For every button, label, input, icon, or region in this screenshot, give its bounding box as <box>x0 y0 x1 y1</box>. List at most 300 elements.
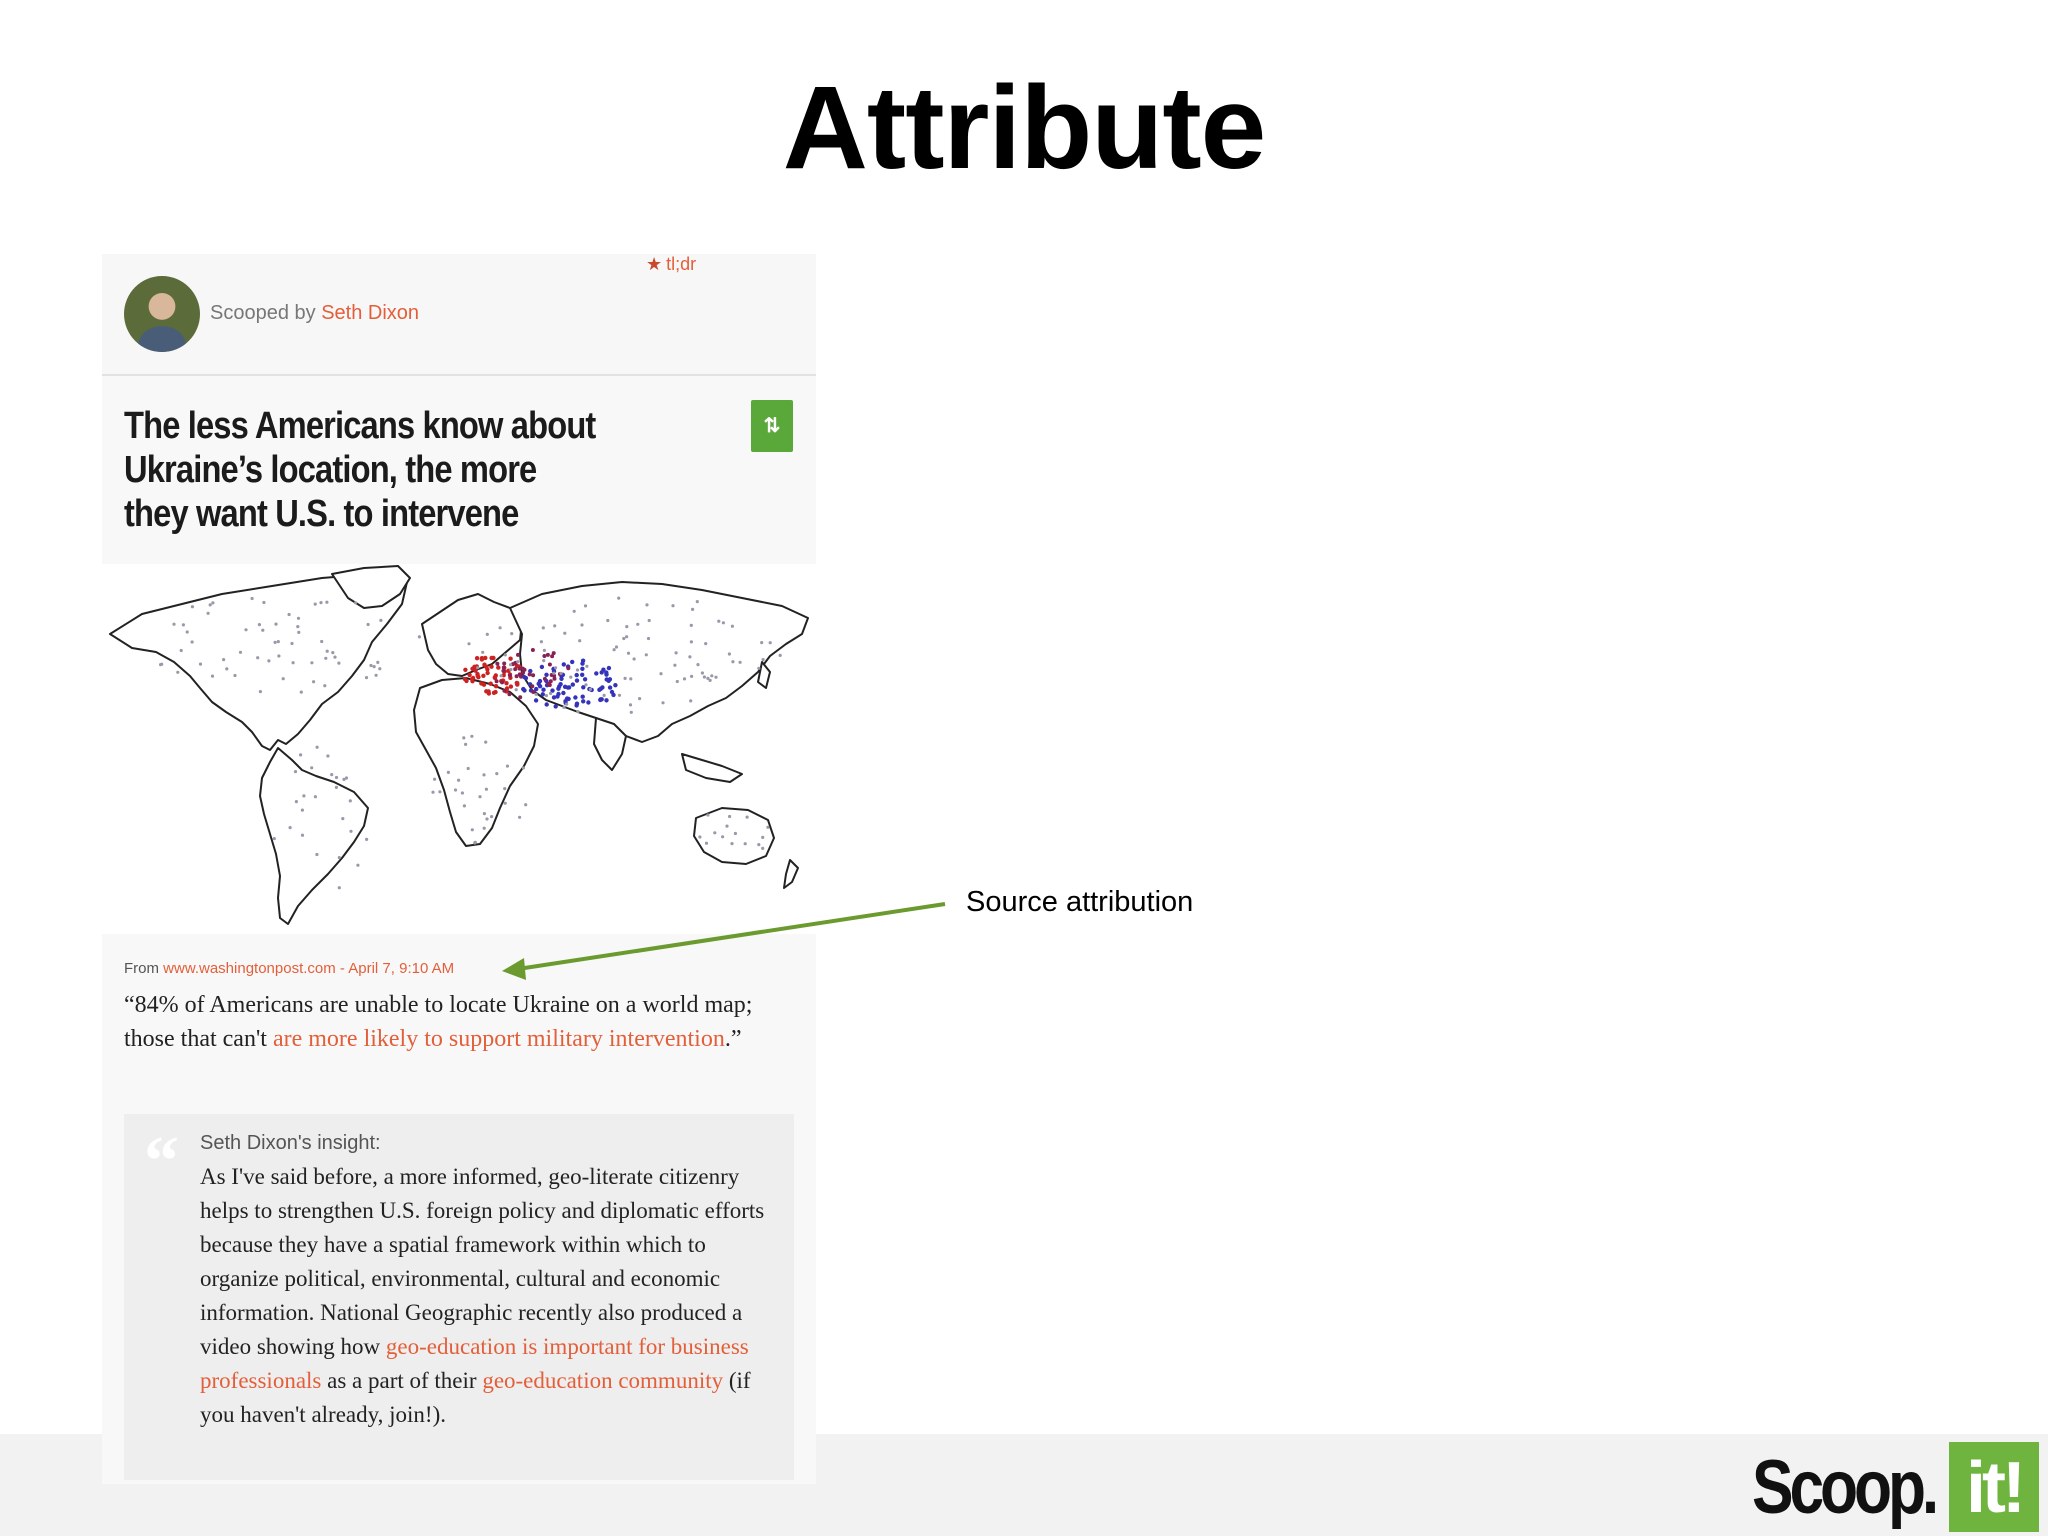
map-dot <box>267 659 270 662</box>
map-dot <box>690 640 693 643</box>
quote-link[interactable]: are more likely to support military intervention <box>272 1026 725 1052</box>
map-dot <box>301 809 304 812</box>
map-dot <box>320 640 323 643</box>
map-dot <box>730 842 733 845</box>
map-dot <box>624 677 627 680</box>
world-map <box>102 564 816 934</box>
map-dot <box>760 641 763 644</box>
map-dot <box>482 663 486 667</box>
map-dot <box>689 699 692 702</box>
map-dot <box>463 804 466 807</box>
map-dot <box>518 695 522 699</box>
map-dot <box>180 649 183 652</box>
map-dot <box>225 667 228 670</box>
map-dot <box>490 815 493 818</box>
map-dot <box>722 621 725 624</box>
map-dot <box>463 668 467 672</box>
map-dot <box>504 653 507 656</box>
quote-mark-icon: “ <box>144 1123 179 1200</box>
map-dot <box>510 632 513 635</box>
map-dot <box>485 817 488 820</box>
map-dot <box>470 735 473 738</box>
map-dot <box>186 630 189 633</box>
asia-outline <box>510 582 808 742</box>
map-dot <box>531 690 535 694</box>
map-dot <box>471 828 474 831</box>
map-dot <box>301 834 304 837</box>
map-dot <box>365 838 368 841</box>
map-dot <box>531 648 535 652</box>
map-dot <box>182 623 185 626</box>
map-dot <box>638 697 641 700</box>
map-dot <box>629 703 632 706</box>
map-dot <box>289 826 292 829</box>
map-dot <box>610 690 614 694</box>
map-dot <box>604 672 608 676</box>
scoopit-logo[interactable] <box>1752 1440 2042 1534</box>
map-dot <box>548 663 552 667</box>
map-dot <box>636 623 639 626</box>
map-dot <box>563 685 567 689</box>
map-dot <box>583 677 587 681</box>
map-dot <box>562 706 565 709</box>
map-dot <box>349 830 352 833</box>
map-dot <box>499 626 502 629</box>
map-dot <box>500 680 504 684</box>
map-dot <box>589 688 592 691</box>
map-dot <box>323 684 326 687</box>
map-dot <box>769 641 772 644</box>
map-dot <box>199 663 202 666</box>
se-asia-outline <box>682 754 742 782</box>
new-zealand-outline <box>784 860 798 888</box>
map-dot <box>507 692 511 696</box>
map-dot <box>516 660 519 663</box>
map-dot <box>545 694 548 697</box>
map-dot <box>761 836 764 839</box>
map-dot <box>504 802 507 805</box>
map-dot <box>378 667 381 670</box>
map-dot <box>706 813 709 816</box>
map-dot <box>576 710 579 713</box>
map-dot <box>495 679 499 683</box>
map-dot <box>673 664 676 667</box>
map-dot <box>502 666 506 670</box>
map-dot <box>483 827 486 830</box>
map-dot <box>584 604 587 607</box>
author-link[interactable]: Seth Dixon <box>321 302 420 324</box>
map-dot <box>630 711 633 714</box>
map-dot <box>717 620 720 623</box>
map-dot <box>244 628 247 631</box>
map-dot <box>330 773 333 776</box>
map-dot <box>757 843 760 846</box>
map-dot <box>341 817 344 820</box>
map-dot <box>615 645 618 648</box>
map-dot <box>563 632 566 635</box>
map-dot <box>482 683 486 687</box>
map-dot <box>701 671 704 674</box>
map-dot <box>509 668 512 671</box>
map-dot <box>476 674 480 678</box>
map-dot <box>495 772 498 775</box>
rescoop-icon: ⇅ <box>763 415 781 437</box>
map-dot <box>580 623 583 626</box>
map-dot <box>324 657 327 660</box>
map-dot <box>542 659 545 662</box>
map-dot <box>690 675 693 678</box>
map-dot <box>515 682 519 686</box>
map-dot <box>524 803 527 806</box>
map-dot <box>542 654 546 658</box>
map-dot <box>331 651 334 654</box>
map-dot <box>316 746 319 749</box>
map-dot <box>300 691 303 694</box>
map-dot <box>607 666 611 670</box>
map-dot <box>315 853 318 856</box>
map-dot <box>515 688 518 691</box>
map-dot <box>262 601 265 604</box>
map-dot <box>176 671 179 674</box>
map-dot <box>471 676 475 680</box>
map-dot <box>648 619 651 622</box>
map-dot <box>608 677 612 681</box>
map-dot <box>319 601 322 604</box>
map-dot <box>508 674 512 678</box>
map-dot <box>473 841 476 844</box>
map-dot <box>613 683 617 687</box>
map-dot <box>721 835 724 838</box>
map-dot <box>766 826 769 829</box>
map-dot <box>259 690 262 693</box>
map-dot <box>761 847 764 850</box>
map-dot <box>354 601 357 604</box>
map-dot <box>744 842 747 845</box>
map-dot <box>191 605 194 608</box>
map-dot <box>483 656 487 660</box>
map-dot <box>725 825 728 828</box>
insight-body <box>200 1160 778 1432</box>
map-dot <box>647 637 650 640</box>
map-dot <box>509 663 512 666</box>
map-dot <box>326 754 329 757</box>
map-dot <box>580 673 584 677</box>
map-dot <box>487 691 491 695</box>
logo-text: Scoop. <box>1752 1445 1936 1530</box>
map-dot <box>690 624 693 627</box>
map-dot <box>698 835 701 838</box>
map-dot <box>629 677 632 680</box>
map-dot <box>608 685 612 689</box>
insight-text-3: (if you haven't already, join!). <box>200 1368 751 1427</box>
map-dot <box>431 791 434 794</box>
map-dot <box>554 704 558 708</box>
map-dot <box>580 667 584 671</box>
map-dot <box>294 770 297 773</box>
map-dot <box>349 799 352 802</box>
map-dot <box>461 791 464 794</box>
map-dot <box>688 655 691 658</box>
map-dot <box>209 603 212 606</box>
map-dot <box>594 671 598 675</box>
map-dot <box>541 688 545 692</box>
map-dot <box>713 831 716 834</box>
slide-title: Attribute <box>782 62 1266 194</box>
logo-box <box>1949 1442 2039 1532</box>
map-dot <box>696 600 699 603</box>
map-dot <box>534 698 538 702</box>
map-dot <box>645 653 648 656</box>
map-dot <box>618 694 621 697</box>
map-dot <box>418 635 421 638</box>
map-dot <box>222 658 225 661</box>
map-dot <box>617 597 620 600</box>
map-dot <box>299 753 302 756</box>
map-dot <box>295 800 298 803</box>
map-dot <box>464 743 467 746</box>
map-dot <box>565 703 568 706</box>
map-dot <box>261 629 264 632</box>
map-dot <box>584 683 587 686</box>
map-dot <box>502 662 506 666</box>
map-dot <box>438 790 441 793</box>
map-dot <box>288 613 291 616</box>
insight-text-1: As I've said before, a more informed, geo-literate citizenry helps to strengthen U.S. foreign policy and diplomatic efforts because they have a spatial framework within which to organize political, environmental, cultural and economic information. National Geographic recently also produced a video showing how <box>200 1164 765 1359</box>
map-dot <box>671 604 674 607</box>
map-dot <box>338 886 341 889</box>
map-dot <box>613 648 616 651</box>
map-dot <box>734 832 737 835</box>
map-dot <box>553 624 556 627</box>
map-dot <box>485 671 489 675</box>
map-dot <box>746 816 749 819</box>
map-dot <box>676 680 679 683</box>
map-dot <box>493 690 497 694</box>
map-dot <box>314 603 317 606</box>
map-dot <box>495 662 499 666</box>
world-map-image[interactable] <box>102 564 816 934</box>
map-dot <box>675 651 678 654</box>
map-dot <box>661 701 664 704</box>
map-dot <box>191 640 194 643</box>
map-dot <box>552 672 555 675</box>
map-dot <box>454 788 457 791</box>
map-dot <box>561 691 565 695</box>
annotation-label: Source attribution <box>966 886 1194 918</box>
map-dot <box>501 669 505 673</box>
tldr-badge[interactable] <box>646 254 696 275</box>
map-dot <box>274 641 277 644</box>
map-dot <box>297 631 300 634</box>
map-dot <box>546 682 550 686</box>
map-dot <box>506 765 509 768</box>
map-dot <box>467 673 471 677</box>
article-quote <box>124 988 804 1056</box>
map-dot <box>580 661 584 665</box>
map-dot <box>302 794 305 797</box>
map-dot <box>290 642 293 645</box>
map-dot <box>494 673 498 677</box>
map-dot <box>373 665 376 668</box>
europe-outline <box>422 594 522 676</box>
map-dot <box>485 788 488 791</box>
map-dot <box>274 623 277 626</box>
author-avatar[interactable] <box>124 276 200 352</box>
map-dot <box>310 661 313 664</box>
map-dot <box>562 662 566 666</box>
map-dot <box>691 608 694 611</box>
map-dot <box>633 657 636 660</box>
map-dot <box>367 623 370 626</box>
map-dot <box>292 661 295 664</box>
map-dot <box>379 619 382 622</box>
map-dot <box>575 673 579 677</box>
map-dot <box>543 649 546 652</box>
map-dot <box>467 767 470 770</box>
map-dot <box>606 619 609 622</box>
map-dot <box>543 677 547 681</box>
article-headline[interactable]: The less Americans know about Ukraine’s location, the more they want U.S. to intervene <box>124 405 596 535</box>
map-dot <box>297 617 300 620</box>
map-dot <box>706 677 709 680</box>
map-dot <box>531 673 535 677</box>
map-dot <box>500 674 503 677</box>
map-dot <box>326 650 329 653</box>
quote-text-2: .” <box>724 1026 742 1052</box>
map-dot <box>258 623 261 626</box>
map-dot <box>585 665 588 668</box>
map-dot <box>207 612 210 615</box>
map-dot <box>447 771 450 774</box>
insight-box <box>124 1114 794 1480</box>
map-dot <box>573 610 576 613</box>
map-dot <box>549 692 552 695</box>
star-icon: ★ <box>646 254 663 274</box>
map-dot <box>478 795 481 798</box>
quote-text-1: “84% of Americans are unable to locate Ukraine on a world map; those that can't <box>124 992 753 1052</box>
map-dot <box>555 694 559 698</box>
map-dot <box>489 656 493 660</box>
scooped-prefix: Scooped by <box>210 302 322 324</box>
map-dot <box>518 672 522 676</box>
map-dot <box>484 741 487 744</box>
insight-link-2[interactable]: geo-education community <box>482 1368 724 1393</box>
map-dot <box>578 639 581 642</box>
map-dot <box>522 766 525 769</box>
map-dot <box>504 681 508 685</box>
map-dot <box>489 665 493 669</box>
map-dot <box>277 654 280 657</box>
map-dot <box>528 672 532 676</box>
map-dot <box>314 795 317 798</box>
map-dot <box>731 660 734 663</box>
map-dot <box>365 676 368 679</box>
map-dot <box>172 623 175 626</box>
logo-box-text: it! <box>1966 1448 2022 1528</box>
map-dot <box>600 685 604 689</box>
map-dot <box>559 672 562 675</box>
map-dot <box>463 677 467 681</box>
map-dot <box>550 654 554 658</box>
map-dot <box>518 667 522 671</box>
map-dot <box>516 653 520 657</box>
map-dot <box>521 687 525 691</box>
map-dot <box>537 682 541 686</box>
map-dot <box>338 856 341 859</box>
map-dot <box>486 633 489 636</box>
source-prefix: From <box>124 960 164 977</box>
card-header <box>102 254 816 376</box>
map-dot <box>546 653 550 657</box>
map-dot <box>472 665 476 669</box>
map-dot <box>335 786 338 789</box>
map-dot <box>481 651 484 654</box>
map-dot <box>704 642 707 645</box>
map-dot <box>571 682 575 686</box>
map-dot <box>540 640 543 643</box>
scooped-by <box>210 302 419 325</box>
map-dot <box>523 668 527 672</box>
rescoop-button[interactable] <box>751 400 793 452</box>
map-dot <box>625 635 628 638</box>
map-dot <box>705 842 708 845</box>
map-dot <box>312 680 315 683</box>
map-dot <box>757 667 760 670</box>
map-dot <box>509 684 513 688</box>
map-dot <box>496 665 500 669</box>
map-dot <box>518 816 521 819</box>
map-dot <box>296 625 299 628</box>
map-dot <box>159 663 162 666</box>
map-dot <box>565 696 569 700</box>
map-dot <box>779 654 782 657</box>
map-dot <box>625 625 628 628</box>
africa-outline <box>414 678 538 846</box>
map-dot <box>333 656 336 659</box>
map-dot <box>325 601 328 604</box>
map-dot <box>622 637 625 640</box>
south-america-outline <box>260 748 368 924</box>
map-dot <box>376 661 379 664</box>
map-dot <box>603 694 606 697</box>
map-dot <box>535 693 538 696</box>
map-dot <box>659 672 662 675</box>
map-dot <box>476 666 479 669</box>
map-dot <box>481 674 485 678</box>
map-dot <box>731 625 734 628</box>
map-dot <box>557 684 561 688</box>
insight-link-1[interactable]: geo-education is important for business professionals <box>200 1334 749 1393</box>
insight-text-2: as a part of their <box>321 1368 483 1393</box>
map-dot <box>540 665 544 669</box>
map-dot <box>576 668 579 671</box>
map-dot <box>739 661 742 664</box>
map-dot <box>703 675 706 678</box>
insight-title: Seth Dixon's insight: <box>200 1132 381 1154</box>
map-dot <box>710 674 713 677</box>
source-link[interactable]: www.washingtonpost.com - April 7, 9:10 AM <box>163 960 455 977</box>
map-dot <box>728 652 731 655</box>
map-dot <box>251 597 254 600</box>
map-dot <box>482 773 485 776</box>
map-dot <box>554 666 557 669</box>
map-dot <box>627 652 630 655</box>
map-dot <box>581 699 585 703</box>
map-dot <box>273 837 276 840</box>
map-dot <box>728 815 731 818</box>
map-dot <box>369 664 372 667</box>
map-dot <box>586 700 590 704</box>
